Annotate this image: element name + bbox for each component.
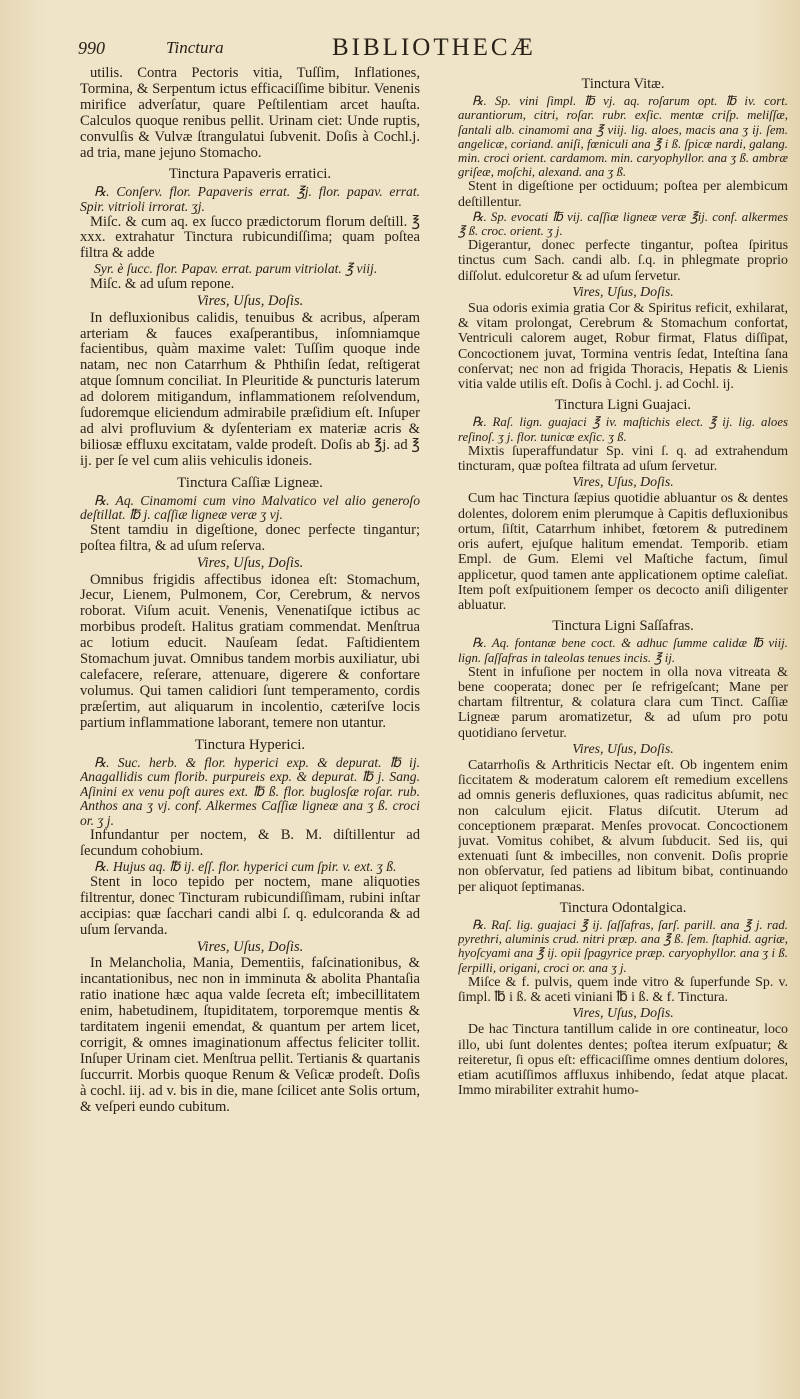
section-heading: Tinctura Papaveris erratici. [168,166,332,183]
section-subheading: Vires, Uſus, Doſis. [572,475,674,491]
body-paragraph: In Melancholia, Mania, Dementiis, faſcinationibus, & incantationibus, nec non in imminuta & abolita Phantaſia ratio inatione hæc aqua valde ſecreta eſt; imbecillitatem enim, habetudinem, ſtupiditatem, torporemque mentis & tarditatem ingenii emendat, & quantum per artem licet, corrigit, & omnes imaginationum affectus feliciter tollit. Inſuper Urinam ciet. Menſtrua pellit. Tertianis & quartanis ſuccurrit. Morbis quoque Renum & Veſicæ prodeſt. Doſis à cochl. iij. ad v. bis in die, mane ſcilicet ante Solis ortum, & veſperi eundo cubitum. [80,955,420,1115]
body-paragraph: De hac Tinctura tantillum calide in ore contineatur, loco illo, ubi ſunt dolentes dentes; poſtea iterum exſpuatur; & reiteretur, ſi opus eſt: efficaciſſime omnes dentium dolores, etiam acutiſſimos affluxus inhibendo, ſedat atque placat. Immo mirabiliter extrahit humo- [458,1022,788,1099]
body-paragraph: Stent in loco tepido per noctem, mane aliquoties filtrentur, donec Tincturam rubicundiſſimam, rubini inſtar accipias: quæ ſacchari candi albi ſ. q. edulcoranda & ad uſum ſervanda. [80,873,420,938]
section-subheading: Vires, Uſus, Doſis. [196,938,304,955]
section-subheading: Vires, Uſus, Doſis. [196,292,304,309]
recipe-text: ℞. Aq. fontanæ bene coct. & adhuc ſumme calidæ ℔ viij. lign. ſaſſafras in taleolas tenues incis. ℥ ij. [458,636,788,665]
recipe-text: ℞. Suc. herb. & flor. hyperici exp. & depurat. ℔ ij. Anagallidis cum florib. purpureis exp. & depurat. ℔ j. Sang. Aſinini ex venu poſt aures ext. ℔ ß. flor. buglosſæ roſar. rub. Anthos ana ʒ vj. conf. Alkermes Caſſiæ ligneæ ana ʒ ß. croci or. ʒ j. [80,754,420,828]
body-paragraph: In defluxionibus calidis, tenuibus & acribus, aſperam arteriam & fauces exaſperantibus, inſomniamque facientibus, quàm maxime valet: Tuſſim quoque inde natam, nec non Catarrhum & Phthiſin ſedat, reſtigerat atque ſomnum conciliat. In Pleuritide & puncturis laterum ad dolorem mitigandum, inflammationem reſolvendum, ſudoremque eliciendum admirabile præſidium eſt. Inſuper ad alvi profluvium & dyſenteriam ex materiæ acris & biliosæ effluxu excitatam, valde prodeſt. Doſis ab ℥j. ad ℥ ij. per ſe vel cum aliis vehiculis idoneis. [80,309,420,469]
body-paragraph: Digerantur, donec perfecte tingantur, poſtea ſpiritus tinctus cum Sach. candi alb. ſ.q. in phlegmate proprio diſſolut. edulcoretur & ad uſum ſervetur. [458,238,788,284]
left-column [80,66,420,1386]
section-heading: Tinctura Hyperici. [194,736,306,753]
section-subheading: Vires, Uſus, Doſis. [572,284,674,300]
recipe-text: ℞. Sp. evocati ℔ vij. caſſiæ ligneæ veræ ℥ij. conf. alkermes ℥ ß. croc. orient. ʒ j. [458,209,788,239]
page-number: 990 [78,38,105,58]
section-heading: Tinctura Vitæ. [581,76,665,92]
body-paragraph: Mixtis ſuperaffundatur Sp. vini ſ. q. ad extrahendum tincturam, quæ poſtea filtrata ad uſum ſervetur. [458,443,788,475]
recipe-text: ℞. Aq. Cinamomi cum vino Malvatico vel alio generoſo deſtillat. ℔ j. caſſiæ ligneæ veræ ʒ vj. [80,492,420,523]
body-paragraph: Stent in digeſtione per octiduum; poſtea per alembicum deſtillentur. [458,179,788,210]
section-heading: Tinctura Ligni Guajaci. [555,397,691,414]
body-paragraph: Omnibus frigidis affectibus idonea eſt: Stomachum, Jecur, Lienem, Pulmonem, Cor, Cerebrum, & nervos roborat. Viſum acuit. Venenis, Venenatiſque ictibus ac morbibus prodeſt. Halitus gratiam commendat. Menſtrua ac lotium educit. Nauſeam ſedat. Faſtidientem Stomachum juvat. Omnibus tandem morbis auxiliatur, ubi calefacere, reſerare, attenuare, digerere & confortare volumus. Qui tamen calidiori ſunt temperamento, cordis præſertim, aut aliquarum in incolentio, cæteriſve locis partium inflammatione laborant, temere non utantur. [80,571,420,731]
page-header [78,34,790,64]
body-paragraph: Stent tamdiu in digeſtione, donec perfecte tingantur; poſtea filtra, & ad uſum reſerva. [80,521,420,554]
section-subheading: Vires, Uſus, Doſis. [572,1006,674,1022]
body-paragraph: Sua odoris eximia gratia Cor & Spiritus reficit, exhilarat, & vitam prolongat, Cerebrum & Stomachum confortat, Ventriculi calorem auget, Robur firmat, Flatus diſſipat, Concoctionem juvat, Tormina ventris ſedat, Inteſtina ſana conſervat; nec non ad frigida Thoracis, Hepatis & Lienis vitia valde utilis eſt. Doſis à Cochl. j. ad Cochl. ij. [458,301,788,393]
body-paragraph: utilis. Contra Pectoris vitia, Tuſſim, Inflationes, Tormina, & Serpentum ictus efficaciſſime bibitur. Venenis mirifice adverſatur, quare Peſtilentiam arcet hauſta. Calculos quoque renibus pellit. Urinam ciet: Unde ruptis, convulſis & Vulvæ ſtrangulatui ſubvenit. Doſis à Cochl.j. ad tria, mane jejuno Stomacho. [80,66,420,161]
body-paragraph: Stent in infuſione per noctem in olla nova vitreata & bene cooperata; donec per ſe refrigeſcant; Mane per chartam filtrentur, & colatura clara cum Tinct. Caſſiæ Ligneæ parum aromatizetur, & ad uſum pro potu quotidiano ſervetur. [458,664,788,741]
running-head: Tinctura [166,38,224,57]
section-heading: Tinctura Ligni Saſſafras. [552,618,694,635]
body-paragraph: Miſc. & ad uſum repone. [90,275,235,292]
book-title: BIBLIOTHECÆ [332,34,536,61]
right-column [458,71,788,1391]
section-subheading: Vires, Uſus, Doſis. [572,741,674,757]
section-subheading: Vires, Uſus, Doſis. [196,554,304,571]
body-paragraph: Miſce & f. pulvis, quem inde vitro & ſuperfunde Sp. v. ſimpl. ℔ i ß. & aceti viniani ℔ i ß. & f. Tinctura. [458,974,788,1005]
body-paragraph: Catarrhoſis & Arthriticis Nectar eſt. Ob ingentem enim ſiccitatem & moderatum calorem eſt remedium excellens ad omnis generis defluxiones, quas radicitus abſumit, nec non calculum ejicit. Flatus diſcutit. Uterum ad conceptionem præparat. Menſes provocat. Concoctionem juvat. Vomitus cohibet, & alvum ſubducit. Sed iis, qui extenuati ſunt & imbecilles, non convenit. Doſis proprie non obſervatur, ſed patiens ad libitum bibat, continuando per aliquot ſeptimanas. [458,757,788,895]
recipe-text: ℞. Raſ. lig. guajaci ℥ ij. ſaſſafras, ſarſ. parill. ana ℥ j. rad. pyrethri, aluminis crud. nitri præp. ana ℥ ß. ſem. ſtaphid. agriæ, hyoſcyami ana ℥ ij. opii ſpagyrice præp. caryophyllor. ana ʒ i ß. ſerpilli, origani, croci or. ana ʒ j. [458,917,788,975]
body-paragraph: Cum hac Tinctura ſæpius quotidie abluantur os & dentes dolentes, dolorem enim plerumque à Capitis defluxionibus ortum, ſiſtit, Catarrhum inhibet, fœtorem & putredinem oris aufert, ejuſque halitum emendat. Temporib. etiam Empl. de Gum. Elemi vel Maſtiche factum, ſimul applicetur, quod tamen ante applicationem optime caleſiat. Item poſt exſpuitionem ſemper os decocto aniſi diligenter abluatur. [458,491,788,613]
recipe-text: Syr. è ſucc. flor. Papav. errat. parum vitriolat. ℥ viij. [94,261,378,277]
body-paragraph: Miſc. & cum aq. ex ſucco prædictorum florum deſtill. ℥ xxx. extrahatur Tinctura rubicundiſſima; quam poſtea filtra & adde [80,213,420,262]
recipe-text: ℞. Conſerv. flor. Papaveris errat. ℥j. flor. papav. errat. Spir. vitrioli irrorat. ʒj. [80,184,420,214]
recipe-text: ℞. Sp. vini ſimpl. ℔ vj. aq. roſarum opt. ℔ iv. cort. aurantiorum, citri, roſar. rubr. exſic. mentæ criſp. meliſſæ, ſantali alb. cinamomi ana ℥ viij. lig. aloes, macis ana ʒ ij. ſem. angelicæ, coriand. aniſi, fœniculi ana ℥ i ß. ſpicæ nardi, galang. min. croci orient. cardamom. min. caryophyllor. ana ʒ ß. ambræ griſeæ, moſchi, alexand. ana ʒ ß. [458,94,788,180]
body-paragraph: Infundantur per noctem, & B. M. diſtillentur ad ſecundum cohobium. [80,827,420,860]
section-heading: Tinctura Odontalgica. [559,899,687,916]
section-heading: Tinctura Caſſiæ Ligneæ. [177,474,323,491]
recipe-text: ℞. Raſ. lign. guajaci ℥ iv. maſtichis elect. ℥ ij. lig. aloes reſinoſ. ʒ j. flor. tunicæ exſic. ʒ ß. [458,415,788,444]
recipe-text: ℞. Hujus aq. ℔ ij. eſſ. flor. hyperici cum ſpir. v. ext. ʒ ß. [94,859,397,875]
